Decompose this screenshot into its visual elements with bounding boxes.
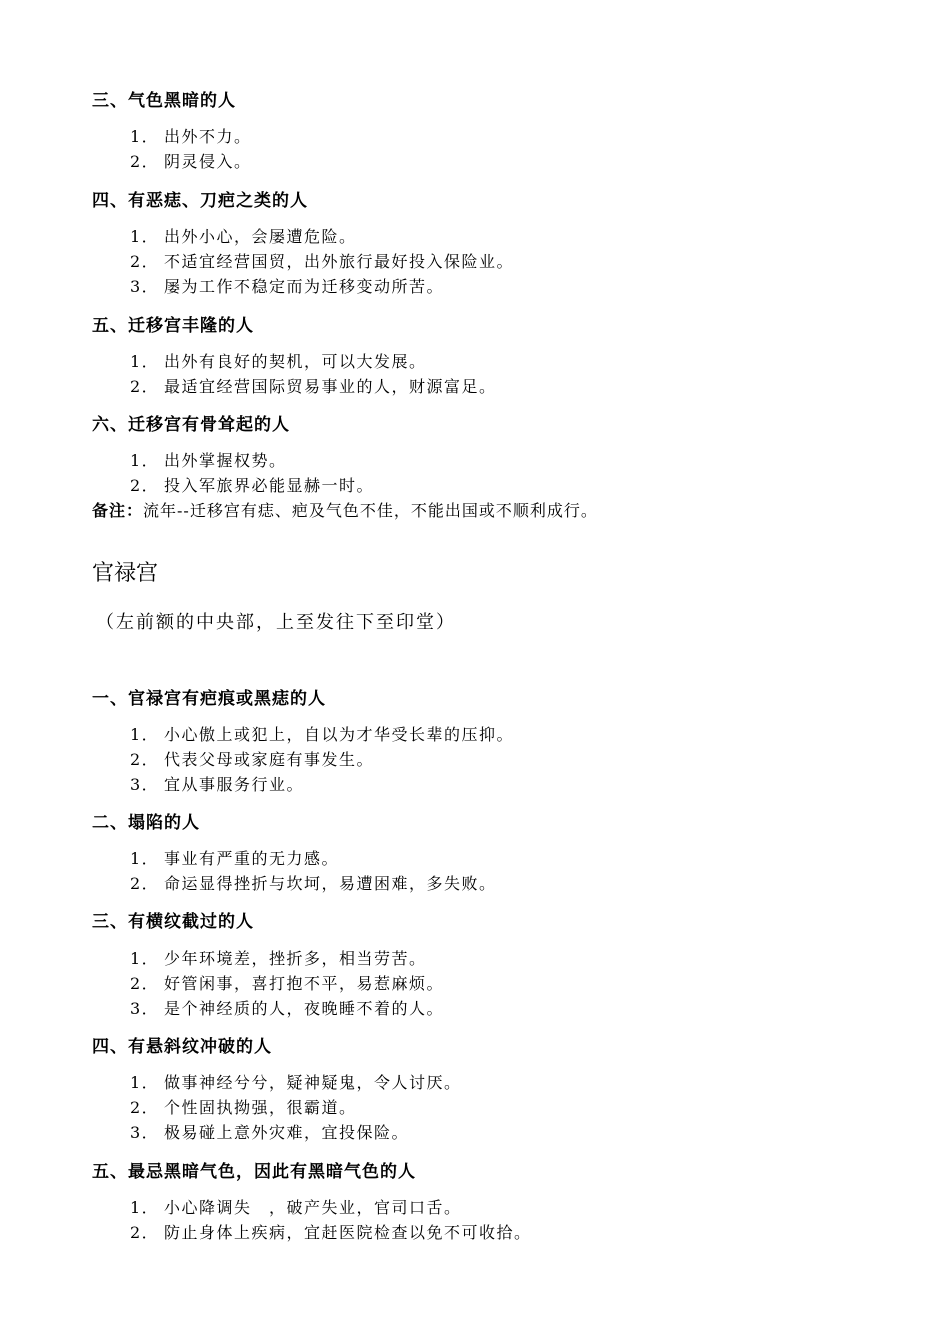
- item-number: 3．: [130, 277, 160, 296]
- item-number: 2．: [130, 974, 160, 993]
- list-item: [130, 1220, 532, 1243]
- item-number: 3．: [130, 1123, 160, 1142]
- heading-taxian: 二、塌陷的人: [92, 813, 200, 833]
- heading-hengwen: 三、有横纹截过的人: [92, 912, 254, 932]
- list-item: [130, 249, 514, 272]
- item-text: 极易碰上意外灾难，宜投保险。: [164, 1123, 410, 1142]
- list-item: [130, 374, 497, 397]
- item-text: 命运显得挫折与坎坷，易遭困难，多失败。: [164, 874, 497, 893]
- item-text: 好管闲事，喜打抱不平，易惹麻烦。: [164, 974, 445, 993]
- list-item: [130, 747, 374, 770]
- item-number: 2．: [130, 377, 160, 396]
- item-number: 1．: [130, 451, 160, 470]
- list-item: [130, 1095, 357, 1118]
- item-text: 少年环境差，挫折多，相当劳苦。: [164, 949, 427, 968]
- item-text: 不适宜经营国贸，出外旅行最好投入保险业。: [164, 252, 515, 271]
- item-number: 2．: [130, 1098, 160, 1117]
- item-text: 是个神经质的人，夜晚睡不着的人。: [164, 999, 445, 1018]
- item-number: 1．: [130, 725, 160, 744]
- item-number: 1．: [130, 849, 160, 868]
- note: [92, 498, 598, 521]
- item-number: 3．: [130, 775, 160, 794]
- heading-guanlu-bahen: 一、官禄宫有疤痕或黑痣的人: [92, 689, 326, 709]
- item-number: 2．: [130, 874, 160, 893]
- note-label: 备注：: [92, 501, 144, 520]
- item-text: 小心傲上或犯上，自以为才华受长辈的压抑。: [164, 725, 515, 744]
- list-item: [130, 349, 427, 372]
- item-text: 最适宜经营国际贸易事业的人，财源富足。: [164, 377, 497, 396]
- item-text: 做事神经兮兮，疑神疑鬼，令人讨厌。: [164, 1073, 462, 1092]
- item-number: 1．: [130, 949, 160, 968]
- list-item: [130, 722, 514, 745]
- heading-xiexiewen: 四、有悬斜纹冲破的人: [92, 1037, 272, 1057]
- item-text: 屡为工作不稳定而为迁移变动所苦。: [164, 277, 445, 296]
- list-item: [130, 1195, 462, 1218]
- item-text: 个性固执拗强，很霸道。: [164, 1098, 357, 1117]
- item-text: 出外不力。: [164, 127, 252, 146]
- item-text: 防止身体上疾病，宜赶医院检查以免不可收拾。: [164, 1223, 532, 1242]
- section-title: 官禄宫: [92, 561, 159, 586]
- heading-qianyi-gusong: 六、迁移宫有骨耸起的人: [92, 415, 290, 435]
- item-text: 出外有良好的契机，可以大发展。: [164, 352, 427, 371]
- item-number: 1．: [130, 352, 160, 371]
- item-number: 2．: [130, 152, 160, 171]
- item-number: 2．: [130, 1223, 160, 1242]
- section-subtitle: （左前额的中央部，上至发往下至印堂）: [96, 612, 456, 633]
- list-item: [130, 846, 339, 869]
- list-item: [130, 473, 374, 496]
- heading-ezhi-daoba: 四、有恶痣、刀疤之类的人: [92, 191, 308, 211]
- list-item: [130, 224, 357, 247]
- item-text: 阴灵侵入。: [164, 152, 252, 171]
- item-number: 2．: [130, 252, 160, 271]
- list-item: [130, 448, 287, 471]
- item-text: 出外掌握权势。: [164, 451, 287, 470]
- item-number: 3．: [130, 999, 160, 1018]
- list-item: [130, 946, 427, 969]
- item-number: 2．: [130, 476, 160, 495]
- item-text: 事业有严重的无力感。: [164, 849, 340, 868]
- heading-qianyi-fenglong: 五、迁移宫丰隆的人: [92, 316, 254, 336]
- item-number: 1．: [130, 1073, 160, 1092]
- list-item: [130, 1070, 462, 1093]
- item-number: 1．: [130, 1198, 160, 1217]
- list-item: [130, 124, 252, 147]
- item-number: 1．: [130, 227, 160, 246]
- item-text: 投入军旅界必能显赫一时。: [164, 476, 375, 495]
- list-item: [130, 274, 444, 297]
- item-text: 宜从事服务行业。: [164, 775, 305, 794]
- note-text: 流年--迁移宫有痣、疤及气色不佳，不能出国或不顺利成行。: [143, 501, 598, 520]
- item-number: 1．: [130, 127, 160, 146]
- list-item: [130, 772, 304, 795]
- list-item: [130, 1120, 409, 1143]
- list-item: [130, 871, 497, 894]
- item-text: 出外小心，会屡遭危险。: [164, 227, 357, 246]
- item-text: 代表父母或家庭有事发生。: [164, 750, 375, 769]
- item-number: 2．: [130, 750, 160, 769]
- list-item: [130, 996, 444, 1019]
- list-item: [130, 971, 444, 994]
- heading-qise-heian: 三、气色黑暗的人: [92, 91, 236, 111]
- list-item: [130, 149, 252, 172]
- heading-heian-qise: 五、最忌黑暗气色，因此有黑暗气色的人: [92, 1162, 416, 1182]
- item-text: 小心降调失 ，破产失业，官司口舌。: [164, 1198, 462, 1217]
